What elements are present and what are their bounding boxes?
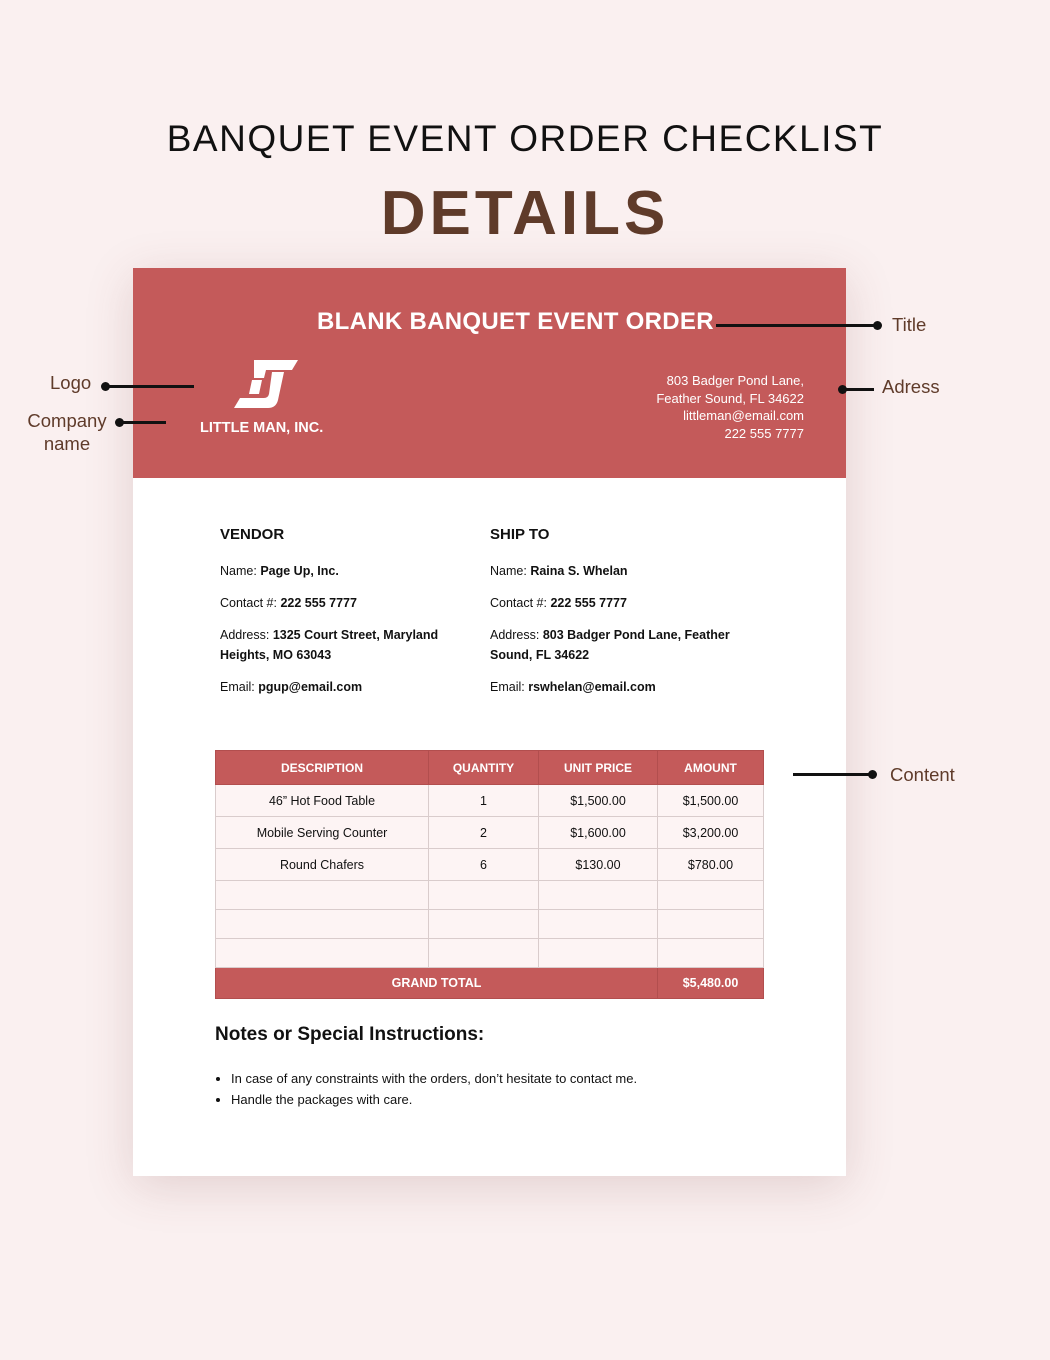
table-header-row xyxy=(216,751,764,785)
document-header xyxy=(133,268,846,478)
vendor-name: Name: Page Up, Inc. xyxy=(220,564,339,578)
vendor-address: Address: 1325 Court Street, Maryland Heights, MO 63043 xyxy=(220,628,439,662)
company-callout-line xyxy=(119,421,166,424)
ship-to-address: Address: 803 Badger Pond Lane, Feather Sound, FL 34622 xyxy=(490,628,730,662)
ship-to-section xyxy=(490,526,740,709)
table-row-empty xyxy=(216,910,764,939)
cell-quantity: 1 xyxy=(429,785,539,817)
company-logo-icon xyxy=(232,358,300,410)
notes-list xyxy=(215,1068,831,1110)
column-header-quantity: QUANTITY xyxy=(429,751,539,785)
callout-title: Title xyxy=(892,314,927,335)
page-heading: BANQUET EVENT ORDER CHECKLIST xyxy=(166,118,884,159)
callout-content: Content xyxy=(890,764,955,785)
cell-quantity: 6 xyxy=(429,849,539,881)
vendor-email: Email: pgup@email.com xyxy=(220,680,363,694)
title-callout-line xyxy=(716,324,878,327)
grand-total-value: $5,480.00 xyxy=(658,968,764,999)
cell-description: Mobile Serving Counter xyxy=(216,817,429,849)
notes-title: Notes or Special Instructions: xyxy=(215,1024,485,1045)
cell-amount: $780.00 xyxy=(658,849,764,881)
company-address xyxy=(656,372,804,442)
table-row-empty xyxy=(216,881,764,910)
callout-address: Adress xyxy=(882,376,940,397)
content-callout-line xyxy=(793,773,871,776)
grand-total-label: GRAND TOTAL xyxy=(216,968,658,999)
cell-quantity: 2 xyxy=(429,817,539,849)
cell-unit-price: $1,600.00 xyxy=(539,817,658,849)
cell-description: Round Chafers xyxy=(216,849,429,881)
vendor-title: VENDOR xyxy=(220,526,285,543)
column-header-amount: AMOUNT xyxy=(658,751,764,785)
document-title: BLANK BANQUET EVENT ORDER xyxy=(317,308,714,335)
column-header-unit-price: UNIT PRICE xyxy=(539,751,658,785)
company-phone: 222 555 7777 xyxy=(724,425,804,441)
ship-to-email: Email: rswhelan@email.com xyxy=(490,680,656,694)
callout-company-name: Company name xyxy=(27,410,107,454)
address-callout-line xyxy=(842,388,874,391)
logo-callout-line xyxy=(105,385,194,388)
document-sheet xyxy=(133,268,846,1176)
address-line: Feather Sound, FL 34622 xyxy=(656,390,804,406)
ship-to-name: Name: Raina S. Whelan xyxy=(490,564,628,578)
title-callout-dot xyxy=(873,321,882,330)
company-name: LITTLE MAN, INC. xyxy=(200,420,324,436)
company-email: littleman@email.com xyxy=(683,408,804,423)
cell-amount: $1,500.00 xyxy=(658,785,764,817)
table-row xyxy=(216,817,764,849)
grand-total-row xyxy=(216,968,764,999)
note-item: • Handle the packages with care. xyxy=(231,1089,831,1110)
callout-logo: Logo xyxy=(50,372,92,393)
cell-unit-price: $1,500.00 xyxy=(539,785,658,817)
column-header-description: DESCRIPTION xyxy=(216,751,429,785)
cell-amount: $3,200.00 xyxy=(658,817,764,849)
content-callout-dot xyxy=(868,770,877,779)
vendor-section xyxy=(220,526,470,709)
address-line: 803 Badger Pond Lane, xyxy=(666,373,804,388)
ship-to-contact: Contact #: 222 555 7777 xyxy=(490,596,627,610)
note-item: • In case of any constraints with the orders, don’t hesitate to contact me. xyxy=(231,1068,831,1089)
ship-to-title: SHIP TO xyxy=(490,526,550,543)
cell-unit-price: $130.00 xyxy=(539,849,658,881)
vendor-contact: Contact #: 222 555 7777 xyxy=(220,596,357,610)
table-row-empty xyxy=(216,939,764,968)
page-subheading: DETAILS xyxy=(380,179,670,248)
order-items-table xyxy=(215,750,764,999)
table-row xyxy=(216,785,764,817)
table-row xyxy=(216,849,764,881)
cell-description: 46” Hot Food Table xyxy=(216,785,429,817)
